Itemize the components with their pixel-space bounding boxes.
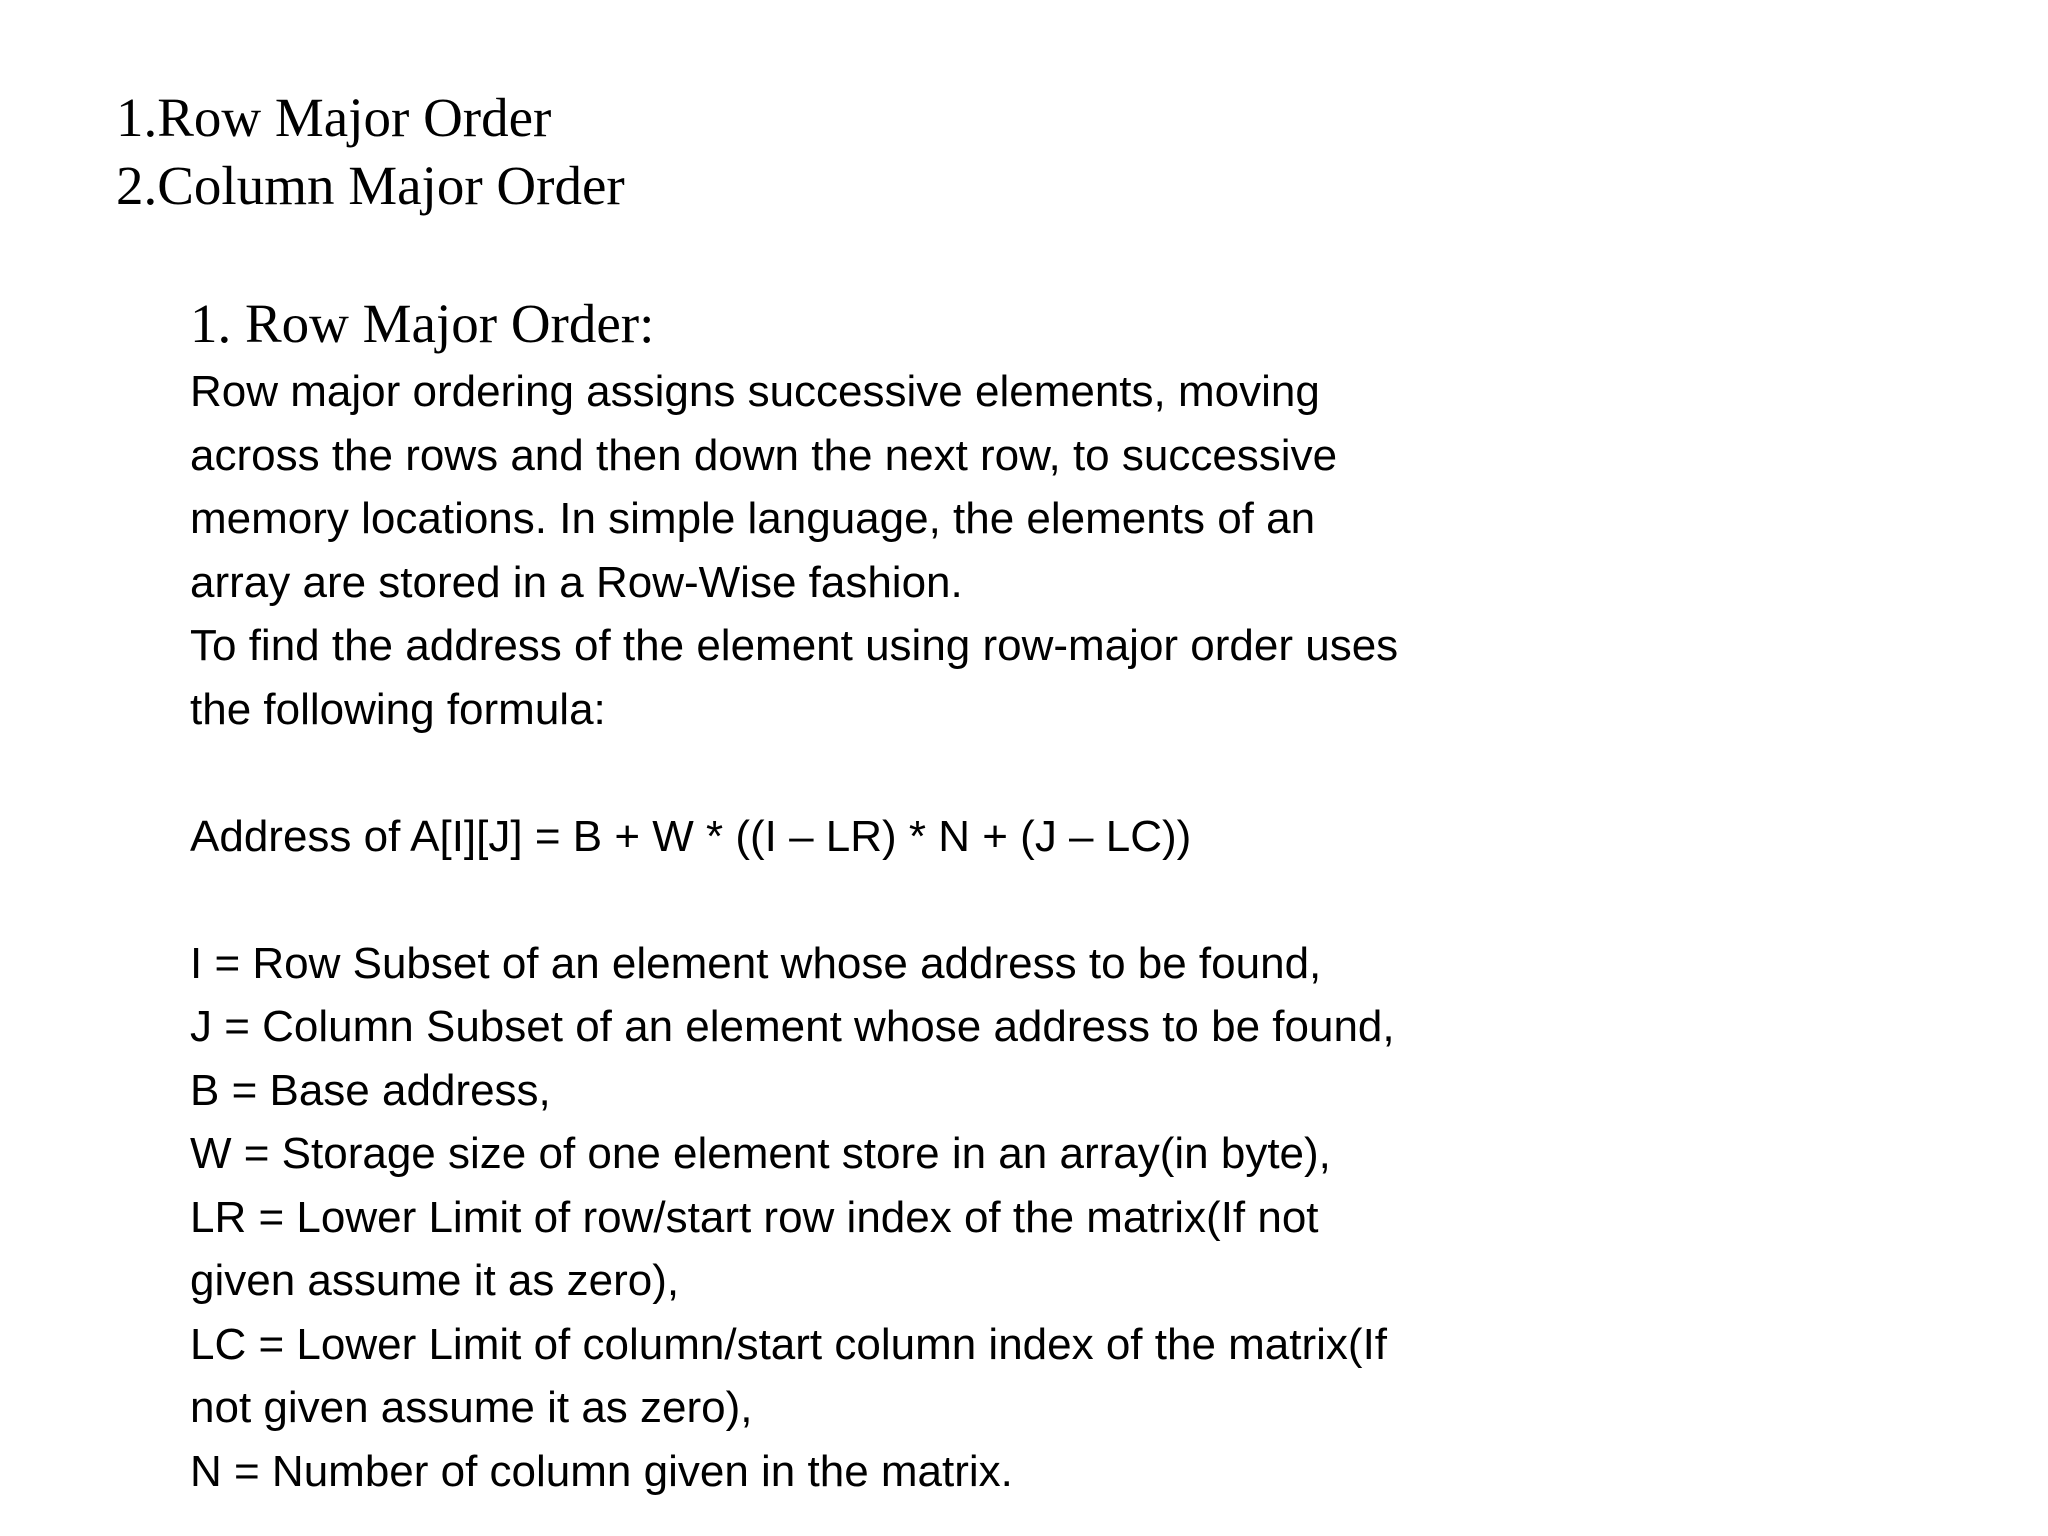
definition-line: not given assume it as zero), [190,1383,753,1432]
list-item-row-major: 1.Row Major Order [116,87,552,148]
definition-line: LR = Lower Limit of row/start row index of the matrix(If not [190,1192,1319,1242]
text-line: memory locations. In simple language, the elements of an [190,494,1316,543]
text-line: Row major ordering assigns successive elements, moving [190,367,1320,416]
definition-line: B = Base address, [190,1065,551,1115]
formula-intro-paragraph [190,614,1610,741]
definition-line: J = Column Subset of an element whose address to be found, [190,1002,1395,1051]
text-line: To find the address of the element using row-major order uses [190,621,1399,670]
spacer [190,741,1610,805]
section-body [190,360,1610,1503]
spacer [190,868,1610,932]
variable-definitions [190,932,1610,1504]
definition-line: given assume it as zero), [190,1256,680,1305]
definition-line: I = Row Subset of an element whose address to be found, [190,938,1322,988]
text-line: the following formula: [190,684,606,734]
definition-line: W = Storage size of one element store in an array(in byte), [190,1129,1331,1178]
row-major-section [190,288,1610,1503]
intro-paragraph [190,360,1610,614]
definition-line: LC = Lower Limit of column/start column index of the matrix(If [190,1319,1388,1369]
text-line: array are stored in a Row-Wise fashion. [190,557,963,607]
address-formula: Address of A[I][J] = B + W * ((I – LR) * N + (J – LC)) [190,811,1192,861]
order-types-list [116,84,625,220]
definition-line: N = Number of column given in the matrix. [190,1446,1013,1496]
text-line: across the rows and then down the next row, to successive [190,430,1338,480]
list-item-column-major: 2.Column Major Order [116,155,625,216]
section-heading: 1. Row Major Order: [190,293,655,354]
